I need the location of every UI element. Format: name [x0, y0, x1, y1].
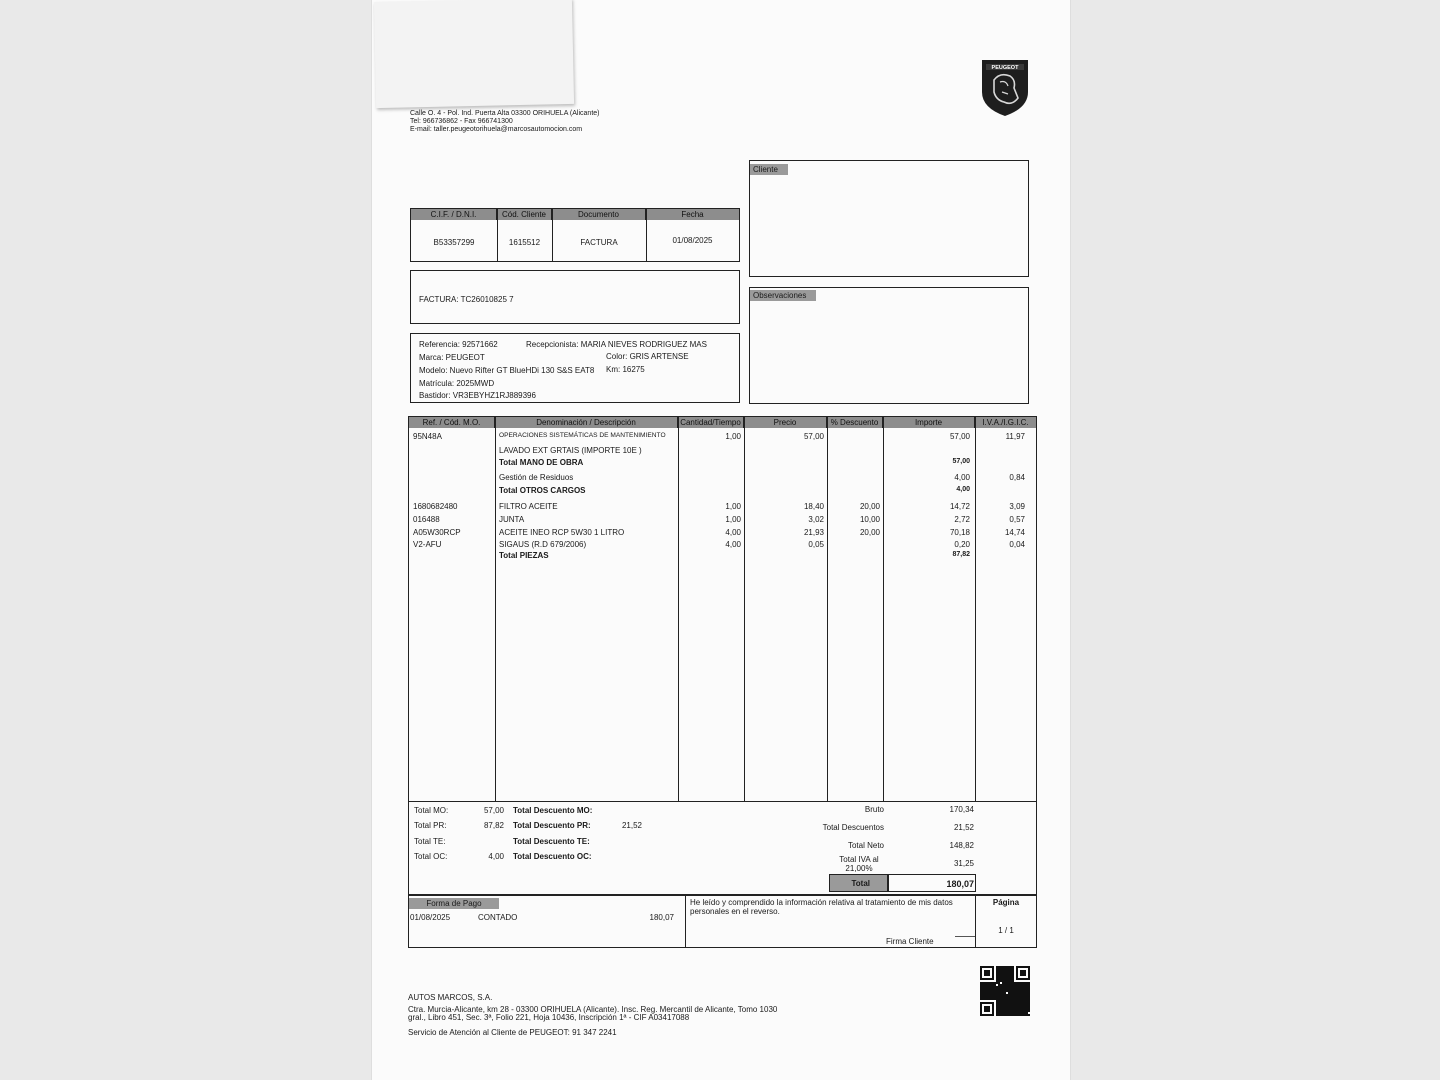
cell-amount: 57,00 [952, 458, 970, 465]
vehicle-plate: Matrícula: 2025MWD [419, 379, 495, 388]
document-value: FACTURA [580, 238, 618, 247]
cell-price: 57,00 [803, 432, 824, 441]
vehicle-vin: Bastidor: VR3EBYHZ1RJ889396 [419, 391, 536, 400]
total-label: Total PR: [414, 821, 447, 830]
summary-label: Total Descuentos [822, 823, 884, 832]
total-label: Total TE: [414, 837, 446, 846]
divider [827, 417, 828, 801]
cell-quantity: 1,00 [725, 515, 741, 524]
col-desc-header: Denominación / Descripción [495, 417, 678, 428]
page-label: Página [992, 898, 1020, 907]
cell-description: JUNTA [499, 515, 525, 524]
vehicle-reference: Referencia: 92571662 [419, 340, 498, 349]
cell-price: 0,05 [808, 540, 824, 549]
cell-amount: 0,20 [954, 540, 970, 549]
cif-header: C.I.F. / D.N.I. [411, 209, 497, 220]
total-discount-label: Total Descuento OC: [513, 852, 592, 861]
client-code-header: Cód. Cliente [497, 209, 552, 220]
cell-iva: 0,84 [1009, 473, 1025, 482]
col-price-header: Precio [744, 417, 827, 428]
col-ref-header: Ref. / Cód. M.O. [409, 417, 495, 428]
cell-discount: 20,00 [859, 528, 880, 537]
summary-label: Bruto [864, 805, 884, 814]
client-code-value: 1615512 [508, 238, 541, 247]
date-header: Fecha [646, 209, 739, 220]
observations-label: Observaciones [750, 290, 816, 301]
cell-amount: 14,72 [949, 502, 970, 511]
payment-label: Forma de Pago [409, 898, 499, 909]
qr-code [980, 966, 1030, 1016]
company-phones: Tel: 966736862 - Fax 966741300 [410, 118, 513, 125]
total-label: Total MO: [414, 806, 449, 815]
cell-amount: 70,18 [949, 528, 970, 537]
grand-total-value: 180,07 [946, 879, 974, 889]
total-value: 57,00 [483, 806, 504, 815]
cell-description: Gestión de Residuos [499, 473, 574, 482]
date-value: 01/08/2025 [672, 236, 713, 245]
sticky-note [374, 0, 574, 108]
document-header: Documento [552, 209, 646, 220]
total-discount-value: 21,52 [621, 821, 642, 830]
divider [552, 209, 553, 261]
client-label: Cliente [750, 164, 788, 175]
divider [685, 896, 686, 947]
summary-label: Total IVA al 21,00% [839, 855, 879, 873]
col-qty-header: Cantidad/Tiempo [678, 417, 744, 428]
divider [495, 417, 496, 801]
signature-label: Firma Cliente [886, 937, 934, 946]
cell-amount: 87,82 [952, 551, 970, 558]
page-number: 1 / 1 [998, 926, 1014, 935]
cell-amount: 57,00 [949, 432, 970, 441]
footer-line-1: Ctra. Murcia-Alicante, km 28 - 03300 ORIHUELA (Alicante). Insc. Reg. Mercantil de Alicante, Tomo 1030 [408, 1005, 778, 1014]
cif-value: B53357299 [433, 238, 475, 247]
summary-value: 31,25 [953, 859, 974, 868]
col-discount-header: % Descuento [827, 417, 883, 428]
cell-iva: 11,97 [1005, 432, 1025, 441]
payment-amount: 180,07 [649, 913, 674, 922]
cell-price: 3,02 [808, 515, 824, 524]
company-address: Calle O. 4 - Pol. Ind. Puerta Alta 03300 ORIHUELA (Alicante) [410, 110, 600, 117]
total-label: Total OC: [414, 852, 448, 861]
cell-description: Total MANO DE OBRA [499, 458, 584, 467]
grand-total-label: Total [851, 879, 870, 888]
consent-text: He leído y comprendido la información relativa al tratamiento de mis datos personales en el reverso. [690, 898, 953, 916]
cell-amount: 4,00 [954, 473, 970, 482]
summary-value: 21,52 [953, 823, 974, 832]
cell-iva: 0,57 [1009, 515, 1025, 524]
cell-ref: 016488 [413, 515, 440, 524]
cell-iva: 14,74 [1004, 528, 1025, 537]
divider [646, 209, 647, 261]
payment-method: CONTADO [478, 913, 518, 922]
total-discount-label: Total Descuento TE: [513, 837, 590, 846]
cell-ref: 1680682480 [413, 502, 458, 511]
summary-value: 170,34 [949, 805, 974, 814]
total-discount-label: Total Descuento MO: [513, 806, 593, 815]
vehicle-receptionist: Recepcionista: MARIA NIEVES RODRIGUEZ MAS [526, 340, 707, 349]
summary-label: Total Neto [847, 841, 884, 850]
invoice-number: FACTURA: TC26010825 7 [419, 295, 514, 304]
cell-amount: 4,00 [956, 486, 970, 493]
cell-quantity: 1,00 [725, 502, 741, 511]
cell-ref: A05W30RCP [413, 528, 461, 537]
vehicle-brand: Marca: PEUGEOT [419, 353, 485, 362]
cell-description: Total PIEZAS [499, 551, 549, 560]
cell-description: LAVADO EXT GRTAIS (IMPORTE 10E ) [499, 446, 642, 455]
vehicle-color: Color: GRIS ARTENSE [606, 352, 689, 361]
cell-iva: 3,09 [1009, 502, 1025, 511]
total-discount-label: Total Descuento PR: [513, 821, 591, 830]
total-value: 87,82 [483, 821, 504, 830]
signature-mark [955, 936, 975, 937]
cell-price: 21,93 [803, 528, 824, 537]
footer-line-2: gral., Libro 451, Sec. 3ª, Folio 221, Hoja 10436, Inscripción 1ª - CIF A03417088 [408, 1013, 690, 1022]
cell-discount: 10,00 [859, 515, 880, 524]
cell-description: Total OTROS CARGOS [499, 486, 586, 495]
peugeot-logo [978, 56, 1032, 118]
cell-quantity: 4,00 [725, 540, 741, 549]
vehicle-km: Km: 16275 [606, 365, 645, 374]
cell-price: 18,40 [803, 502, 824, 511]
cell-description: FILTRO ACEITE [499, 502, 558, 511]
col-iva-header: I.V.A./I.G.I.C. [975, 417, 1036, 428]
cell-description: OPERACIONES SISTEMÁTICAS DE MANTENIMIENTO [499, 432, 666, 439]
client-box [749, 160, 1029, 277]
cell-iva: 0,04 [1009, 540, 1025, 549]
cell-quantity: 1,00 [725, 432, 741, 441]
cell-amount: 2,72 [954, 515, 970, 524]
vehicle-model: Modelo: Nuevo Rifter GT BlueHDi 130 S&S EAT8 [419, 366, 595, 375]
cell-description: ACEITE INEO RCP 5W30 1 LITRO [499, 528, 625, 537]
divider [678, 417, 679, 801]
cell-quantity: 4,00 [725, 528, 741, 537]
divider [744, 417, 745, 801]
footer-company: AUTOS MARCOS, S.A. [408, 993, 493, 1002]
cell-discount: 20,00 [859, 502, 880, 511]
observations-box [749, 287, 1029, 404]
summary-value: 148,82 [949, 841, 974, 850]
divider [497, 209, 498, 261]
cell-description: SIGAUS (R.D 679/2006) [499, 540, 587, 549]
logo-text: PEUGEOT [991, 65, 1019, 71]
total-value: 4,00 [488, 852, 504, 861]
company-email: E-mail: taller.peugeotorihuela@marcosautomocion.com [410, 126, 583, 133]
cell-ref: 95N48A [413, 432, 442, 441]
payment-date: 01/08/2025 [410, 913, 451, 922]
cell-ref: V2-AFU [413, 540, 442, 549]
footer-service: Servicio de Atención al Cliente de PEUGEOT: 91 347 2241 [408, 1028, 617, 1037]
col-amount-header: Importe [883, 417, 975, 428]
